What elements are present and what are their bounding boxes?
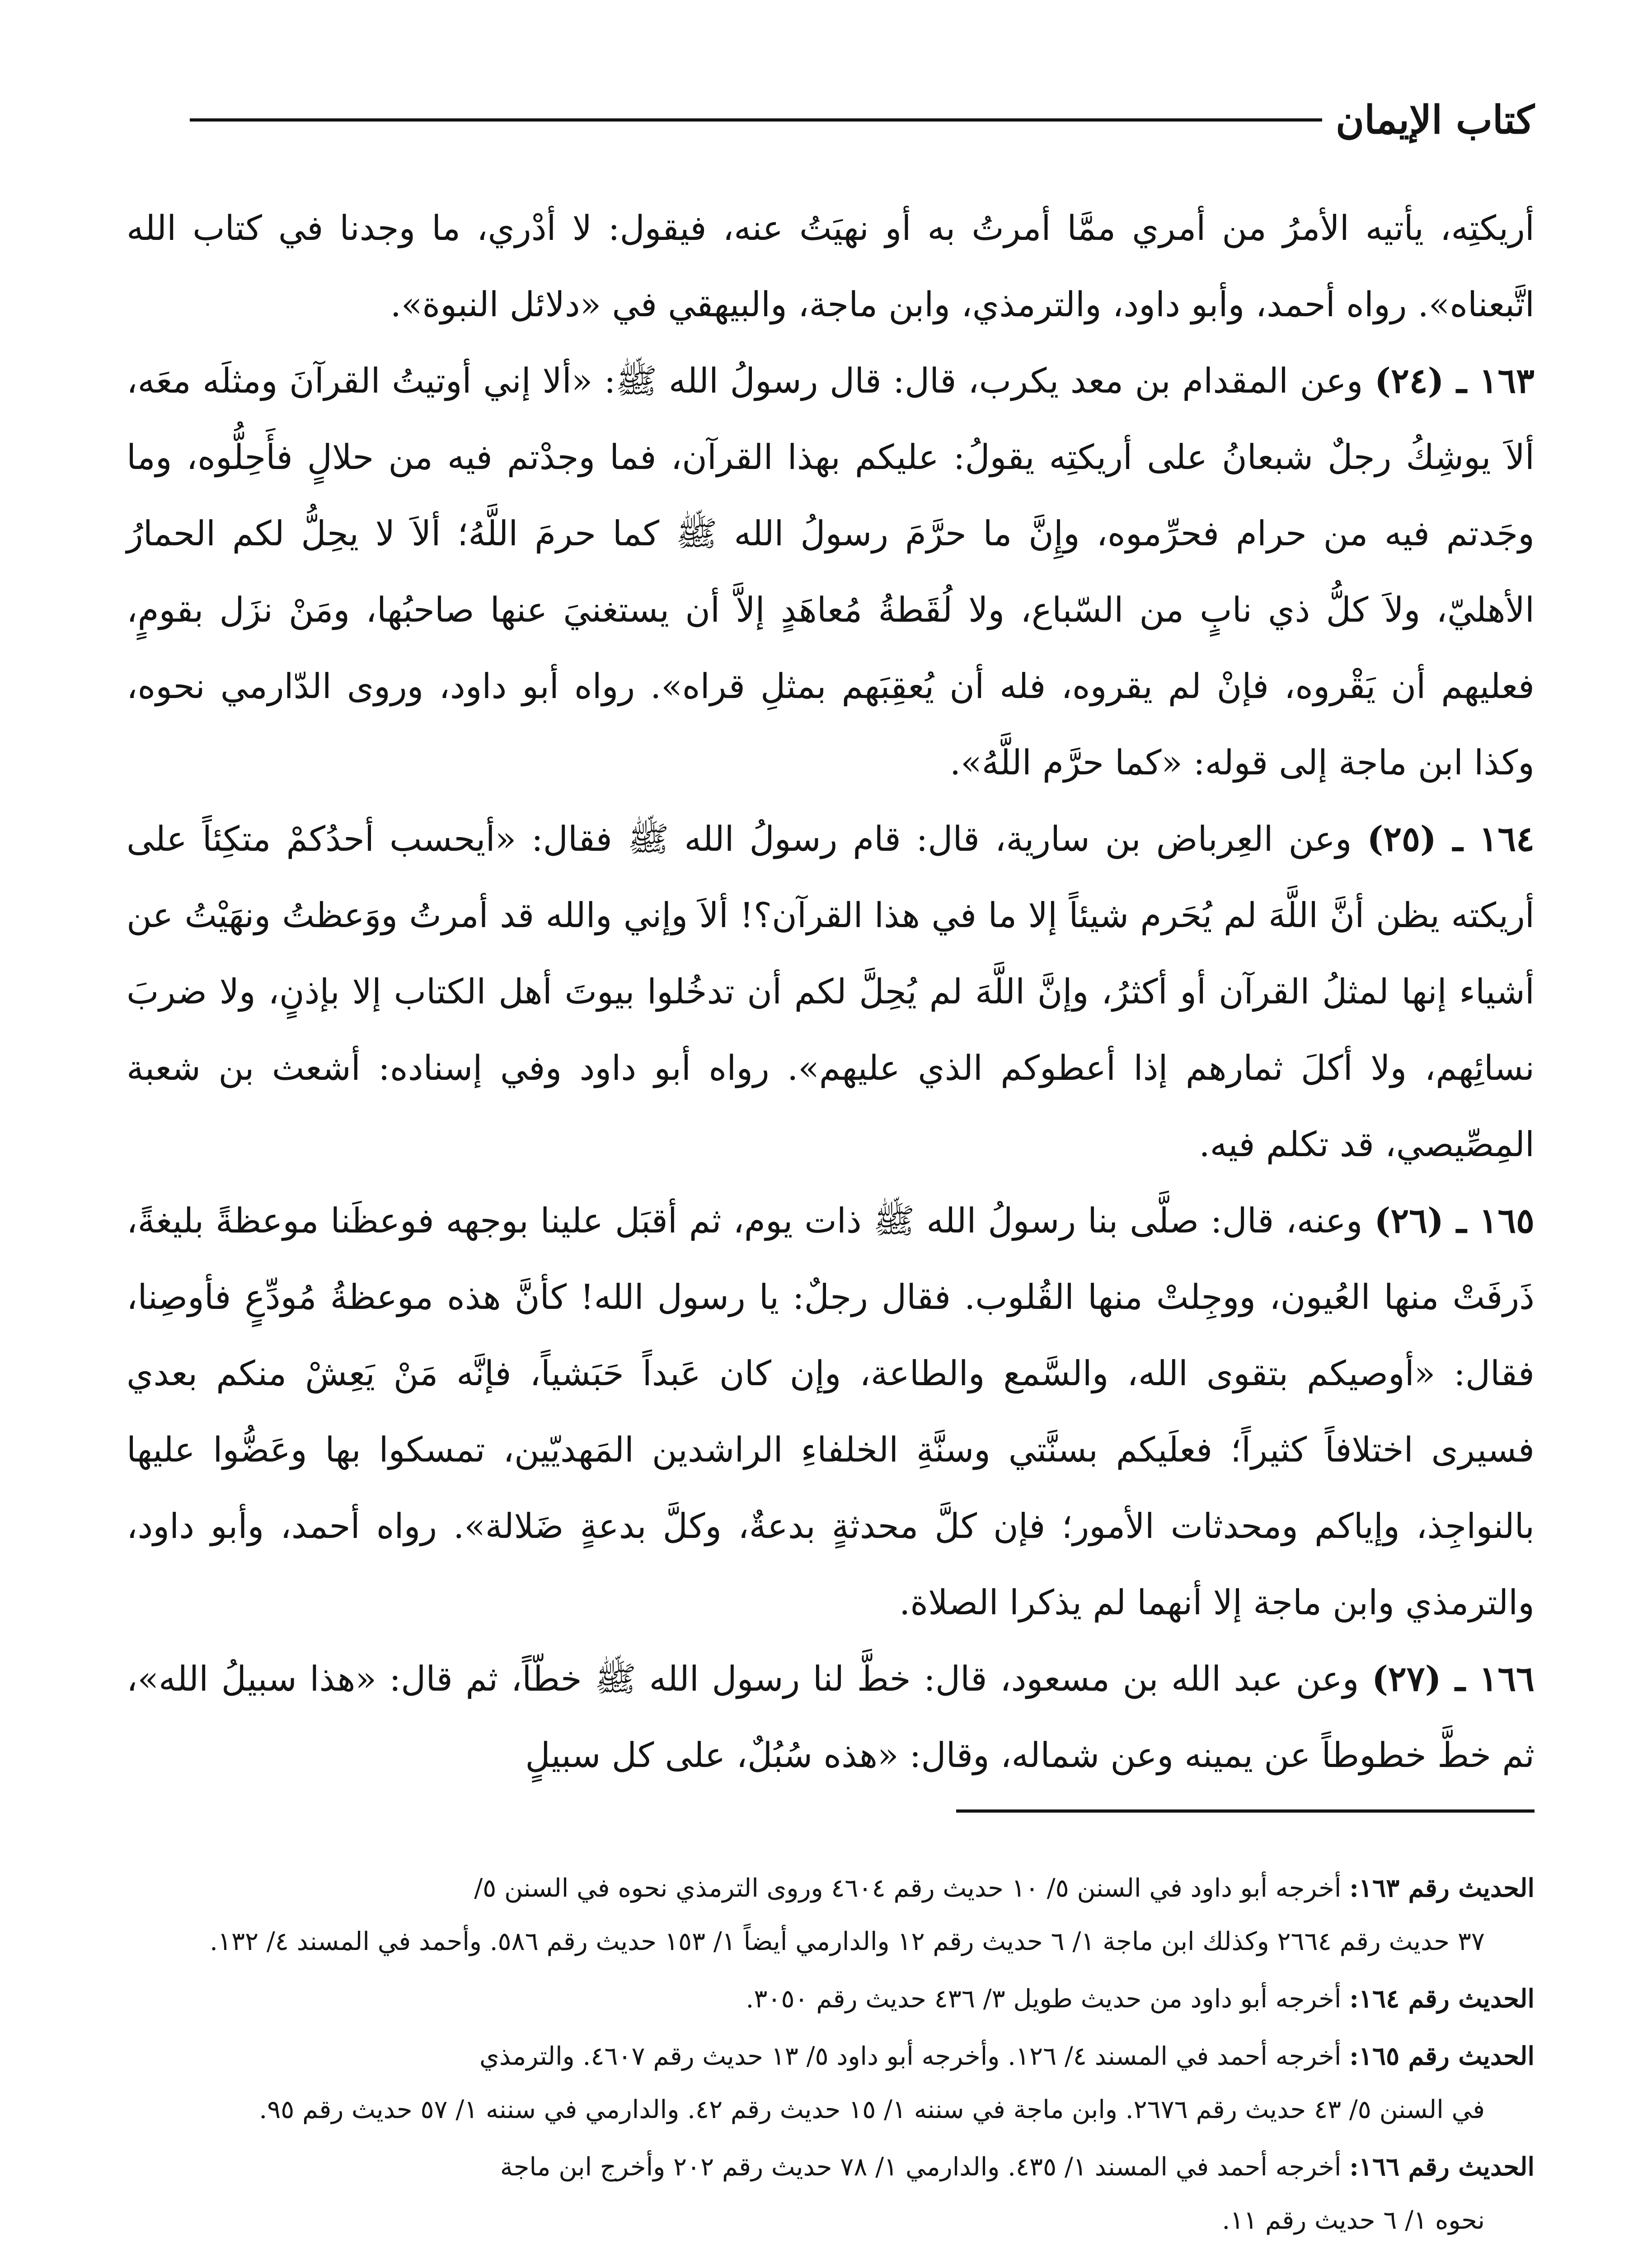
hadith-entry bbox=[127, 801, 1535, 1182]
hadith-entry bbox=[127, 342, 1535, 801]
hadith-text: وعن المقدام بن معد يكرب، قال: قال رسولُ الله ﷺ: «ألا إني أوتيتُ القرآنَ ومثلَه معَه، ألاَ يوشِكُ رجلٌ شبعانُ على أريكتِه يقولُ: عليكم بهذا القرآن، فما وجدْتم فيه من حلالٍ فأَحِلُّوه، وما وجَدتم فيه من حرام فحرِّموه، وإِنَّ ما حرَّمَ رسولُ الله ﷺ كما حرمَ اللَّهُ؛ ألاَ لا يحِلُّ لكم الحمارُ الأهليّ، ولاَ كلُّ ذي نابٍ من السّباع، ولا لُقَطةُ مُعاهَدٍ إلاَّ أن يستغنيَ عنها صاحبُها، ومَنْ نزَل بقومٍ، فعليهم أن يَقْروه، فإنْ لم يقروه، فله أن يُعقِبَهم بمثلِ قراه». رواه أبو داود، وروى الدّارمي نحوه، وكذا ابن ماجة إلى قوله: «كما حرَّم اللَّهُ». bbox=[127, 361, 1535, 783]
footnote bbox=[127, 2029, 1535, 2137]
footnote bbox=[127, 2140, 1535, 2247]
footnote bbox=[127, 1861, 1535, 1968]
footnote-text: أخرجه أبو داود في السنن ٥/ ١٠ حديث رقم ٤٦٠٤ وروى الترمذي نحوه في السنن ٥/ bbox=[474, 1874, 1342, 1903]
hadith-number: ١٦٦ ـ (٢٧) bbox=[1371, 1659, 1535, 1699]
footnote-text: أخرجه أحمد في المسند ١/ ٤٣٥. والدارمي ١/ ٧٨ حديث رقم ٢٠٢ وأخرج ابن ماجة bbox=[500, 2152, 1342, 2182]
footnote bbox=[127, 1972, 1535, 2026]
footnote-continuation: في السنن ٥/ ٤٣ حديث رقم ٢٦٧٦. وابن ماجة في سننه ١/ ١٥ حديث رقم ٤٢. والدارمي في سننه ١/ ٥٧ حديث رقم ٩٥. bbox=[259, 2095, 1485, 2124]
hadith-number: ١٦٥ ـ (٢٦) bbox=[1374, 1200, 1535, 1241]
footnote-continuation: ٣٧ حديث رقم ٢٦٦٤ وكذلك ابن ماجة ١/ ٦ حديث رقم ١٢ والدارمي أيضاً ١/ ١٥٣ حديث رقم ٥٨٦. وأحمد في المسند ٤/ ١٣٢. bbox=[210, 1927, 1485, 1956]
chapter-title: كتاب الإيمان bbox=[1336, 97, 1535, 143]
header-rule bbox=[190, 118, 1322, 122]
hadith-text: وعنه، قال: صلَّى بنا رسولُ الله ﷺ ذات يوم، ثم أقبَل علينا بوجهه فوعظَنا موعظةً بليغةً، ذَرفَتْ منها العُيون، ووجِلتْ منها القُلوب. فقال رجلٌ: يا رسول الله! كأنَّ هذه موعظةُ مُودِّعٍ فأوصِنا، فقال: «أوصيكم بتقوى الله، والسَّمع والطاعة، وإن كان عَبداً حَبَشياً، فإنَّه مَنْ يَعِشْ منكم بعدي فسيرى اختلافاً كثيراً؛ فعلَيكم بسنَّتي وسنَّةِ الخلفاءِ الراشدين المَهديّين، تمسكوا بها وعَضُّوا عليها بالنواجِذ، وإياكم ومحدثات الأمور؛ فإن كلَّ محدثةٍ بدعةٌ، وكلَّ بدعةٍ ضَلالة». رواه أحمد، وأبو داود، والترمذي وابن ماجة إلا أنهما لم يذكرا الصلاة. bbox=[127, 1200, 1535, 1622]
running-header bbox=[190, 93, 1535, 147]
footnote-text: أخرجه أبو داود من حديث طويل ٣/ ٤٣٦ حديث رقم ٣٠٥٠. bbox=[746, 1984, 1342, 2014]
hadith-text: وعن العِرباض بن سارية، قال: قام رسولُ الله ﷺ فقال: «أيحسب أحدُكمْ متكِئاً على أريكته يظن أنَّ اللَّهَ لم يُحَرم شيئاً إلا ما في هذا القرآن؟! ألاَ وإني والله قد أمرتُ ووَعظتُ ونهَيْتُ عن أشياء إنها لمثلُ القرآن أو أكثرُ، وإنَّ اللَّهَ لم يُحِلَّ لكم أن تدخُلوا بيوتَ أهل الكتاب إلا بإذنٍ، ولا ضربَ نسائِهم، ولا أكلَ ثمارهم إذا أعطوكم الذي عليهم». رواه أبو داود وفي إسناده: أشعث بن شعبة المِصِّيصي، قد تكلم فيه. bbox=[127, 819, 1535, 1164]
hadith-number: ١٦٣ ـ (٢٤) bbox=[1374, 361, 1535, 401]
footnotes bbox=[127, 1861, 1535, 2251]
footnote-label: الحديث رقم ١٦٦: bbox=[1349, 2152, 1535, 2182]
footnote-label: الحديث رقم ١٦٤: bbox=[1349, 1984, 1535, 2014]
continuation-paragraph: أريكتِه، يأتيه الأمرُ من أمري ممَّا أمرتُ به أو نهيَتُ عنه، فيقول: لا أدْري، ما وجدنا في كتاب الله اتَّبعناه». رواه أحمد، وأبو داود، والترمذي، وابن ماجة، والبيهقي في «دلائل النبوة». bbox=[127, 208, 1535, 324]
hadith-text: وعن عبد الله بن مسعود، قال: خطَّ لنا رسول الله ﷺ خطّاً، ثم قال: «هذا سبيلُ الله»، ثم خطَّ خطوطاً عن يمينه وعن شماله، وقال: «هذه سُبُلٌ، على كل سبيلٍ bbox=[127, 1659, 1535, 1775]
footnote-continuation: نحوه ١/ ٦ حديث رقم ١١. bbox=[1222, 2206, 1485, 2235]
footnote-label: الحديث رقم ١٦٥: bbox=[1349, 2041, 1535, 2071]
hadith-entry bbox=[127, 1640, 1535, 1793]
hadith-number: ١٦٤ ـ (٢٥) bbox=[1367, 819, 1535, 859]
hadith-entry bbox=[127, 1182, 1535, 1640]
footnote-separator bbox=[956, 1809, 1535, 1813]
footnote-text: أخرجه أحمد في المسند ٤/ ١٢٦. وأخرجه أبو داود ٥/ ١٣ حديث رقم ٤٦٠٧. والترمذي bbox=[479, 2042, 1342, 2071]
footnote-label: الحديث رقم ١٦٣: bbox=[1349, 1873, 1535, 1903]
main-text bbox=[127, 190, 1535, 1793]
